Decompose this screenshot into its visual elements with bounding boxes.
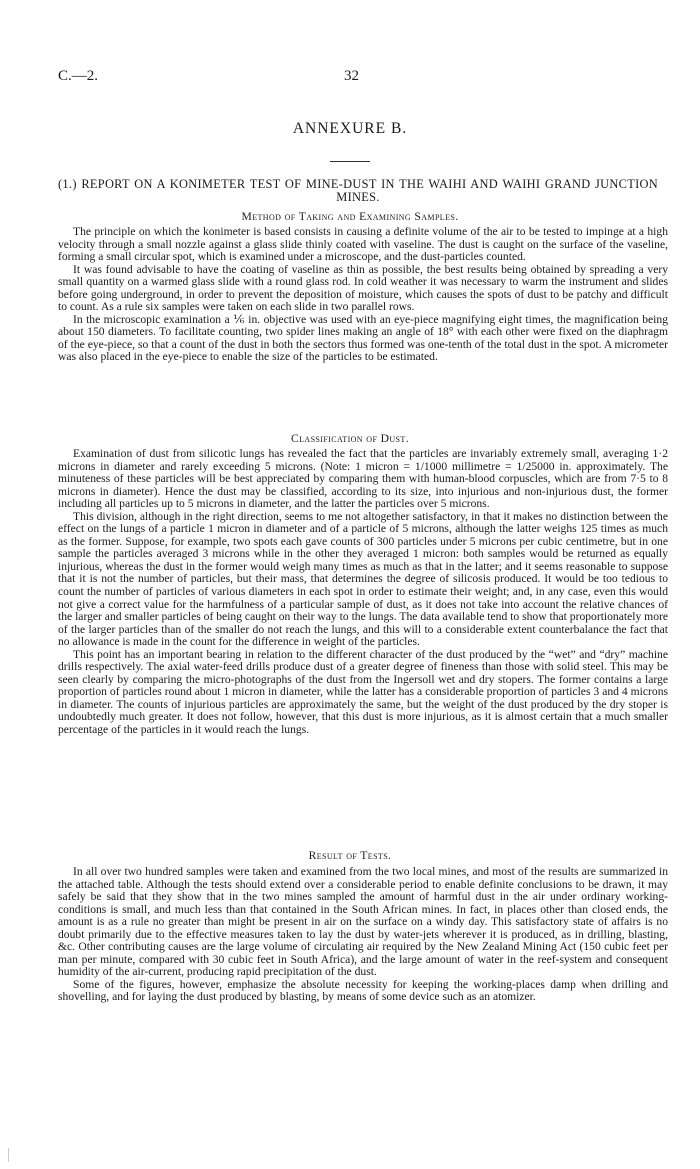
page-number: 32 bbox=[344, 68, 359, 84]
section-body-method bbox=[58, 226, 668, 364]
annexure-title: ANNEXURE B. bbox=[292, 120, 408, 137]
paragraph: In the microscopic examination a ⅙ in. objective was used with an eye-piece magnifying eight times, the magnification being about 150 diameters. To facilitate counting, two spider lines making an angle of 18° with each other were fixed on the diaphragm of the eye-piece, so that a count of the dust in both the sectors thus formed was one-tenth of the total dust in the spot. A micrometer was also placed in the eye-piece to enable the size of the particles to be estimated. bbox=[58, 312, 668, 364]
section-heading-method: Method of Taking and Examining Samples. bbox=[241, 210, 459, 223]
section-body-results bbox=[58, 866, 668, 1004]
section-heading-classification: Classification of Dust. bbox=[290, 432, 409, 445]
paragraph: This point has an important bearing in relation to the different character of the dust produced by the “wet” and “dry” machine drills respectively. The axial water-feed drills produce dust of a greater degree of fineness than those with solid steel. This may be seen clearly by comparing the micro-photographs of the dust from the Ingersoll wet and dry stopers. The former contains a large proportion of particles round about 1 micron in diameter, while the latter has a considerable proportion of particles 3 and 4 microns in diameter. The counts of injurious particles are approximately the same, but the weight of the dust produced by the dry stoper is undoubtedly much greater. It does not follow, however, that this dust is more injurious, as it is almost certain that a much smaller percentage of the particles in it would reach the lungs. bbox=[58, 647, 668, 737]
paragraph: This division, although in the right direction, seems to me not altogether satisfactory, in that it makes no distinction between the effect on the lungs of a particle 1 micron in diameter and of a particle of 5 microns, although the latter weighs 125 times as much as the former. Suppose, for example, two spots each gave counts of 300 particles under 5 microns per cubic centimetre, but in one sample the particles averaged 3 microns while in the other they averaged 1 micron: both samples would be returned as equally injurious, whereas the dust in the former would weigh many times as much as that in the latter; and it seems reasonable to suppose that it is not the number of particles, but their mass, that determines the degree of silicosis produced. It would be too tedious to count the number of particles of various diameters in each spot in order to estimate their weight; and, in any case, even this would not give a correct value for the harmfulness of a particular sample of dust, as it does not take into account the relative chances of the larger and smaller particles of being caught on their way to the lungs. The data available tend to show that proportionately more of the larger particles than of the smaller do not reach the lungs, and this will to a considerable extent counterbalance the fact that no allowance is made in the count for the difference in weight of the particles. bbox=[58, 509, 668, 649]
paragraph: It was found advisable to have the coating of vaseline as thin as possible, the best results being obtained by spreading a very small quantity on a warmed glass slide with a round glass rod. In cold weather it was necessary to warm the instrument and slides before going underground, in order to prevent the deposition of moisture, which causes the spots of dust to be patchy and difficult to count. As a rule six samples were taken on each slide in two parallel rows. bbox=[58, 262, 668, 314]
paragraph: Some of the figures, however, emphasize the absolute necessity for keeping the working-places damp when drilling and shovelling, and for laying the dust produced by blasting, by means of some device such as an atomizer. bbox=[58, 977, 668, 1004]
section-body-classification bbox=[58, 448, 668, 737]
paragraph: Examination of dust from silicotic lungs has revealed the fact that the particles are invariably extremely small, averaging 1·2 microns in diameter and rarely exceeding 5 microns. (Note: 1 micron = 1/1000 millimetre = 1/25000 in. approximately. The minuteness of these particles will be best appreciated by comparing them with human-blood corpuscles, which are from 7·5 to 8 microns in diameter). Hence the dust may be classified, according to its size, into injurious and non-injurious dust, the former including all particles up to 5 microns in diameter, and the latter the particles over 5 microns. bbox=[58, 447, 668, 511]
report-title: (1.) REPORT ON A KONIMETER TEST OF MINE-DUST IN THE WAIHI AND WAIHI GRAND JUNCTION MINES. bbox=[58, 177, 658, 205]
margin-mark bbox=[8, 1148, 9, 1162]
title-divider bbox=[330, 161, 370, 162]
paragraph: In all over two hundred samples were taken and examined from the two local mines, and most of the results are summarized in the attached table. Although the tests should extend over a considerable period to enable definite conclusions to be drawn, it may safely be said that they show that in the two mines sampled the amount of harmful dust in the air under ordinary working-conditions is small, and much less than that contained in the South African mines. In fact, in places other than closed ends, the amount is as a rule no greater than might be present in air on the surface on a windy day. This satisfactory state of affairs is no doubt primarily due to the effective measures taken to lay the dust by water-jets wherever it is produced, as in drilling, blasting, &c. Other contributing causes are the large volume of circulating air required by the New Zealand Mining Act (150 cubic feet per man per minute, compared with 30 cubic feet in South Africa), and the large amount of water in the reef-system and consequent humidity of the air-current, producing rapid precipitation of the dust. bbox=[58, 865, 668, 979]
section-heading-results: Result of Tests. bbox=[308, 849, 392, 862]
page-header bbox=[58, 68, 658, 88]
document-reference: C.—2. bbox=[58, 68, 99, 84]
paragraph: The principle on which the konimeter is based consists in causing a definite volume of the air to be tested to impinge at a high velocity through a small nozzle against a glass slide thinly coated with vaseline. The dust is caught on the surface of the vaseline, forming a small circular spot, which is examined under a microscope, and the dust-particles counted. bbox=[58, 225, 668, 264]
